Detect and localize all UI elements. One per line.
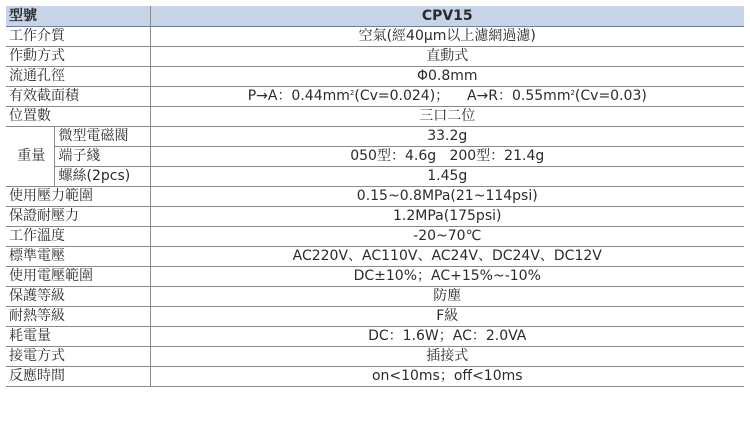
weight-sub-label: 端子綫 [54,147,150,167]
row-value: Φ0.8mm [150,67,744,87]
row-value: 插接式 [150,347,744,367]
row-value: on<10ms；off<10ms [150,367,744,387]
table-row [6,227,744,247]
row-label: 工作溫度 [6,227,150,247]
row-label: 標準電壓 [6,247,150,267]
row-value: 防塵 [150,287,744,307]
table-row [6,327,744,347]
weight-group-label: 重量 [6,127,54,187]
row-value: AC220V、AC110V、AC24V、DC24V、DC12V [150,247,744,267]
row-value: -20~70℃ [150,227,744,247]
ar-superscript: 2 [570,89,575,97]
row-label: 流通孔徑 [6,67,150,87]
table-row [6,267,744,287]
row-value: 直動式 [150,47,744,67]
table-row [6,127,744,147]
weight-sub-label: 微型電磁閥 [54,127,150,147]
table-row [6,247,744,267]
table-header-row [6,6,744,27]
weight-value: 050型：4.6g 200型：21.4g [150,147,744,167]
row-label: 使用壓力範圍 [6,187,150,207]
row-label: 反應時間 [6,367,150,387]
row-value: 0.15~0.8MPa(21~114psi) [150,187,744,207]
table-row [6,67,744,87]
ar-prefix: A→R：0.55mm [466,88,571,104]
weight-value: 33.2g [150,127,744,147]
row-value: DC±10%；AC+15%~-10% [150,267,744,287]
pa-superscript: 2 [349,89,355,97]
row-label: 工作介質 [6,27,150,47]
header-label: 型號 [6,6,150,27]
row-label: 作動方式 [6,47,150,67]
row-value: 三口二位 [150,107,744,127]
table-row [6,187,744,207]
table-row [6,87,744,107]
row-label: 保證耐壓力 [6,207,150,227]
row-value: F級 [150,307,744,327]
row-label: 使用電壓範圍 [6,267,150,287]
row-label: 耐熱等級 [6,307,150,327]
table-row [6,347,744,367]
table-row [6,147,744,167]
row-value: 空氣(經40μm以上濾網過濾) [150,27,744,47]
weight-value: 1.45g [150,167,744,187]
table-row [6,307,744,327]
table-row [6,287,744,307]
row-label: 接電方式 [6,347,150,367]
weight-sub-label: 螺絲(2pcs) [54,167,150,187]
row-value: DC：1.6W；AC：2.0VA [150,327,744,347]
table-row [6,47,744,67]
header-model: CPV15 [150,6,744,27]
table-row [6,207,744,227]
row-label: 耗電量 [6,327,150,347]
row-value: 1.2MPa(175psi) [150,207,744,227]
table-row [6,167,744,187]
table-row [6,27,744,47]
pa-prefix: P→A：0.44mm [247,88,350,104]
effective-area-value [150,87,744,107]
row-label: 保護等級 [6,287,150,307]
spec-table [6,6,744,387]
table-row [6,367,744,387]
table-row [6,107,744,127]
row-label: 位置數 [6,107,150,127]
pa-suffix: (Cv=0.024)； [354,88,450,104]
ar-suffix: (Cv=0.03) [574,88,647,104]
row-label: 有效截面積 [6,87,150,107]
